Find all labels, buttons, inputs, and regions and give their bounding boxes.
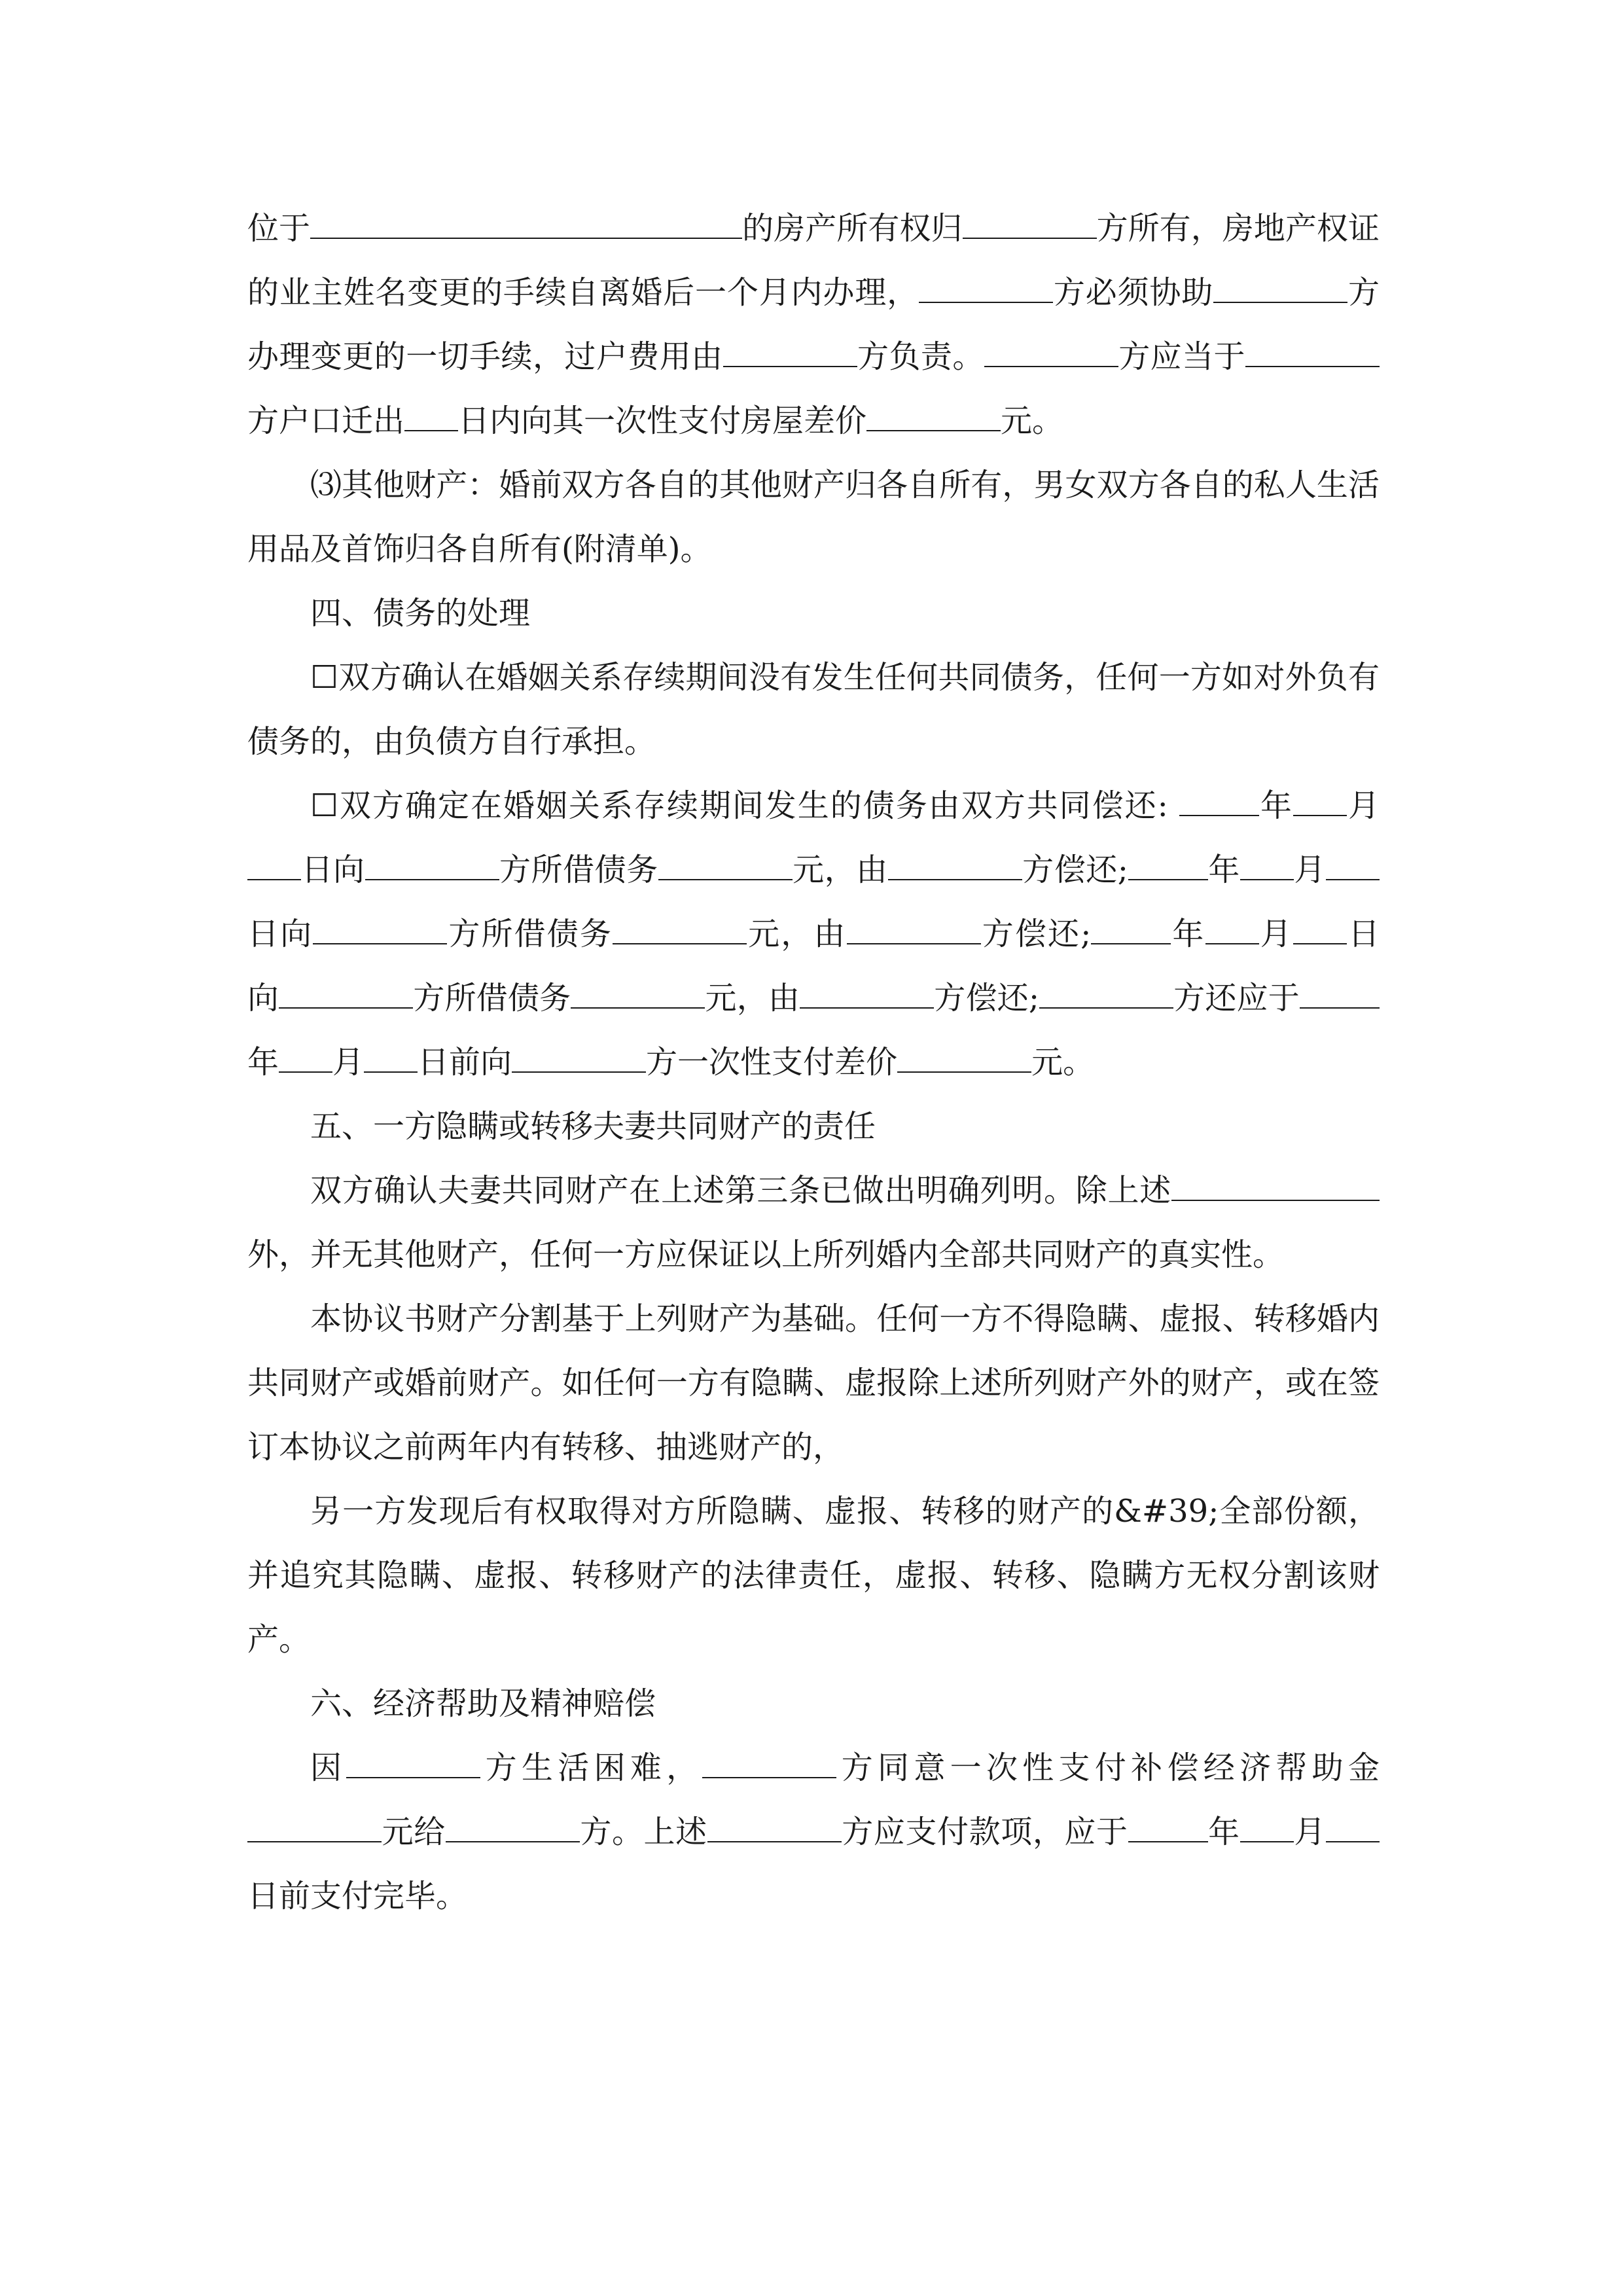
blank-line	[1300, 978, 1380, 1009]
blank-line	[247, 850, 301, 880]
text: 年	[1207, 1814, 1240, 1850]
text: 方一次性支付差价	[646, 1044, 898, 1081]
text: ☐双方确定在婚姻关系存续期间发生的债务由双方共同偿还:	[310, 787, 1168, 824]
text: 年	[1207, 852, 1240, 888]
text: 日向	[247, 916, 313, 952]
blank-line	[888, 850, 1022, 880]
text: 方户口迁出	[247, 403, 405, 439]
section-heading-economic-aid: 六、经济帮助及精神赔偿	[310, 1685, 656, 1722]
blank-line	[723, 337, 857, 367]
text: 位于	[247, 210, 311, 247]
concealment-paragraph-2: 本协议书财产分割基于上列财产为基础。任何一方不得隐瞒、虚报、转移婚内共同财产或婚前财产。如任何一方有隐瞒、虚报除上述所列财产外的财产，或在签订本协议之前两年内有转移、抽逃财产的，	[247, 1300, 1380, 1465]
blank-line	[1245, 337, 1380, 367]
blank-line	[984, 337, 1118, 367]
text: 日内向其一次性支付房屋差价	[458, 403, 867, 439]
text: 月	[1258, 916, 1293, 952]
text: 方办理变更的一切手续，过户费用由	[247, 274, 1380, 375]
blank-line	[1179, 786, 1259, 816]
blank-line	[313, 914, 447, 944]
blank-line	[702, 1748, 836, 1778]
section-heading-concealment: 五、一方隐瞒或转移夫妻共同财产的责任	[310, 1108, 876, 1145]
text: 方所借债务	[499, 852, 658, 888]
text: 元给	[382, 1814, 446, 1850]
text: 元，由	[747, 916, 847, 952]
blank-line	[279, 1043, 332, 1073]
text: 方所有，房地产权证的业主姓名变更的手续自离婚后一个月内办理，	[247, 210, 1380, 311]
blank-line	[1039, 978, 1173, 1009]
text: 方所借债务	[413, 980, 571, 1016]
text: 方。上述	[579, 1814, 707, 1850]
blank-line	[446, 1812, 580, 1842]
other-property-paragraph: ⑶其他财产：婚前双方各自的其他财产归各自所有，男女双方各自的私人生活用品及首饰归各自所有(附清单)。	[247, 467, 1380, 567]
text: 年	[1259, 787, 1293, 824]
text: 方应支付款项，应于	[841, 1814, 1128, 1850]
text: 方偿还;	[1022, 852, 1128, 888]
blank-line	[919, 273, 1053, 303]
text: 月	[1346, 787, 1380, 824]
blank-line	[1326, 1812, 1380, 1842]
debt-option-1: ☐双方确认在婚姻关系存续期间没有发生任何共同债务，任何一方如对外负有债务的，由负债方自行承担。	[247, 659, 1380, 760]
blank-line	[1128, 1812, 1208, 1842]
blank-line	[346, 1748, 480, 1778]
blank-line	[613, 914, 747, 944]
text: 月	[1293, 1814, 1326, 1850]
blank-line	[364, 1043, 418, 1073]
debt-option-2	[247, 774, 1380, 1094]
text: 方必须协助	[1052, 274, 1214, 311]
text: 日向	[247, 916, 1380, 1016]
text: 因	[310, 1749, 347, 1786]
blank-line	[1213, 273, 1347, 303]
text: 方还应于	[1173, 980, 1300, 1016]
blank-line	[1128, 850, 1208, 880]
blank-line	[1326, 850, 1380, 880]
blank-line	[1240, 1812, 1294, 1842]
economic-aid-paragraph	[247, 1736, 1380, 1928]
text: 年	[247, 1044, 279, 1081]
property-clause	[247, 196, 1380, 453]
blank-line	[1240, 850, 1294, 880]
text: 元。	[1031, 1044, 1095, 1081]
text: 元。	[1001, 403, 1064, 439]
concealment-paragraph-3: 另一方发现后有权取得对方所隐瞒、虚报、转移的财产的&#39;全部份额，并追究其隐瞒、虚报、转移财产的法律责任，虚报、转移、隐瞒方无权分割该财产。	[247, 1493, 1380, 1658]
text: 双方确认夫妻共同财产在上述第三条已做出明确列明。除上述	[310, 1172, 1171, 1209]
text: 日前支付完毕。	[247, 1878, 468, 1914]
text: 月	[332, 1044, 365, 1081]
blank-line	[707, 1812, 842, 1842]
blank-line	[1293, 914, 1347, 944]
blank-line	[1293, 786, 1347, 816]
blank-line	[1171, 1171, 1380, 1201]
text: 的房产所有权归	[742, 210, 963, 247]
blank-line	[310, 209, 742, 239]
blank-line	[1091, 914, 1171, 944]
text: 方偿还;	[934, 980, 1040, 1016]
blank-line	[365, 850, 499, 880]
blank-line	[897, 1043, 1031, 1073]
text: 方所借债务	[447, 916, 613, 952]
blank-line	[571, 978, 705, 1009]
blank-line	[963, 209, 1097, 239]
blank-line	[1205, 914, 1259, 944]
text: 方偿还;	[980, 916, 1092, 952]
text: 日前向	[418, 1044, 512, 1081]
agreement-body	[247, 196, 1380, 1928]
text: 日向	[301, 852, 365, 888]
concealment-paragraph-1	[247, 1158, 1380, 1287]
text: 月	[1293, 852, 1326, 888]
blank-line	[658, 850, 793, 880]
blank-line	[512, 1043, 646, 1073]
text: 外，并无其他财产，任何一方应保证以上所列婚内全部共同财产的真实性。	[247, 1236, 1285, 1273]
text: 方应当于	[1118, 338, 1245, 375]
blank-line	[404, 401, 458, 431]
blank-line	[800, 978, 934, 1009]
blank-line	[866, 401, 1001, 431]
text: 年	[1171, 916, 1205, 952]
section-heading-debts: 四、债务的处理	[310, 595, 531, 632]
blank-line	[279, 978, 413, 1009]
text: 方负责。	[857, 338, 984, 375]
text: 方生活困难，	[480, 1749, 703, 1786]
blank-line	[847, 914, 981, 944]
text: 元，由	[705, 980, 800, 1016]
blank-line	[247, 1812, 382, 1842]
text: 元，由	[792, 852, 888, 888]
text: 方同意一次性支付补偿经济帮助金	[836, 1749, 1380, 1786]
